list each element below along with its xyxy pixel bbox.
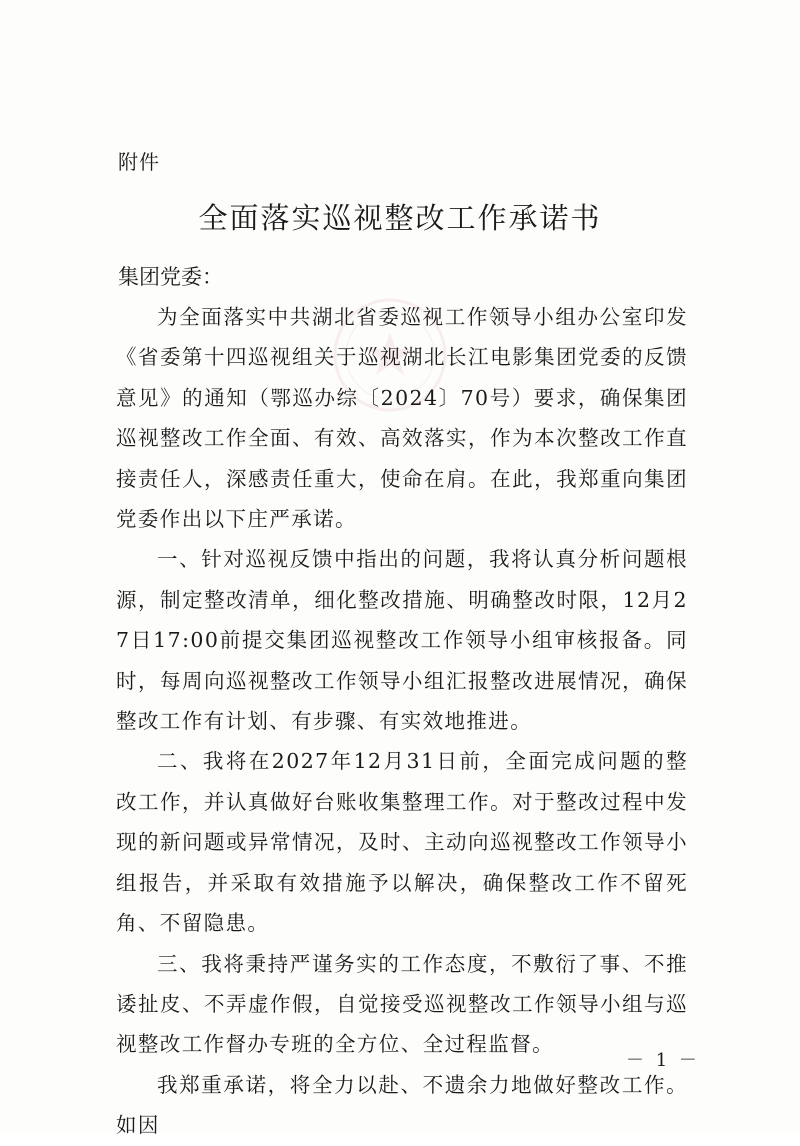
paragraph-closing: 我郑重承诺，将全力以赴、不遗余力地做好整改工作。如因 xyxy=(116,1072,688,1138)
paragraph-commitment-3: 三、我将秉持严谨务实的工作态度，不敷衍了事、不推诿扯皮、不弄虚作假，自觉接受巡视整改工作领导小组与巡视整改工作督办专班的全方位、全过程监督。 xyxy=(116,951,688,1057)
paragraph-commitment-1: 一、针对巡视反馈中指出的问题，我将认真分析问题根源，制定整改清单，细化整改措施、明确整改时限，12月27日17:00前提交集团巡视整改工作领导小组审核报备。同时，每周向巡视整改工作领导小组汇报整改进展情况，确保整改工作有计划、有步骤、有实效地推进。 xyxy=(116,547,688,734)
paragraph-commitment-2: 二、我将在2027年12月31日前，全面完成问题的整改工作，并认真做好台账收集整理工作。对于整改过程中发现的新问题或异常情况，及时、主动向巡视整改工作领导小组报告，并采取有效措施予以解决，确保整改工作不留死角、不留隐患。 xyxy=(116,749,688,936)
attachment-label: 附件 xyxy=(118,150,160,174)
document-title: 全面落实巡视整改工作承诺书 xyxy=(198,201,602,235)
addressee: 集团党委： xyxy=(118,265,223,289)
page-number: － 1 － xyxy=(626,1050,700,1071)
document-body xyxy=(116,297,688,1146)
paragraph-intro: 为全面落实中共湖北省委巡视工作领导小组办公室印发《省委第十四巡视组关于巡视湖北长江电影集团党委的反馈意见》的通知（鄂巡办综〔2024〕70号）要求，确保集团巡视整改工作全面、有效、高效落实，作为本次整改工作直接责任人，深感责任重大，使命在肩。在此，我郑重向集团党委作出以下庄严承诺。 xyxy=(116,305,688,532)
